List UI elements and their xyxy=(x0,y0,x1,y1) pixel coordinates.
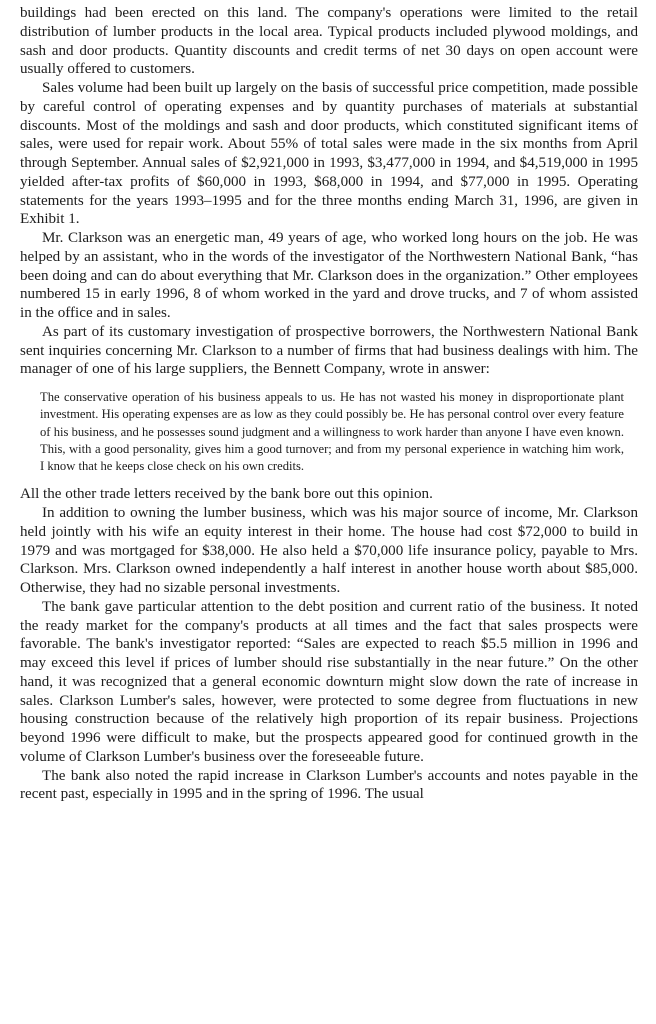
paragraph-debt-position: The bank gave particular attention to the debt position and current ratio of the business. It noted the ready market for the company's products at all times and the fact that sales prospects were favorable. The bank's investigator reported: “Sales are expected to reach $5.5 million in 1996 and may exceed this level if prices of lumber should rise substantially in the near future.” On the other hand, it was recognized that a general economic downturn might slow down the rate of increase in sales. Clarkson Lumber's sales, however, were protected to some degree from fluctuations in new housing construction because of the relatively high proportion of its repair business. Projections beyond 1996 were difficult to make, but the prospects appeared good for continued growth in the volume of Clarkson Lumber's business over the foreseeable future. xyxy=(20,598,638,765)
paragraph-personal-assets: In addition to owning the lumber business, which was his major source of income, Mr. Clarkson held jointly with his wife an equity interest in their home. The house had cost $72,000 to build in 1979 and was mortgaged for $38,000. He also held a $70,000 life insurance policy, payable to Mrs. Clarkson. Mrs. Clarkson owned independently a half interest in another house worth about $85,000. Otherwise, they had no sizable personal investments. xyxy=(20,505,638,597)
paragraph-clarkson-profile: Mr. Clarkson was an energetic man, 49 years of age, who worked long hours on the job. He was helped by an assistant, who in the words of the investigator of the Northwestern National Bank, “has been doing and can do about everything that Mr. Clarkson does in the organization.” Other employees numbered 15 in early 1996, 8 of whom worked in the yard and drove trucks, and 7 of whom assisted in the office and in sales. xyxy=(20,230,638,321)
paragraph-bank-inquiries: As part of its customary investigation of prospective borrowers, the Northwestern National Bank sent inquiries concerning Mr. Clarkson to a number of firms that had business dealings with him. The manager of one of his large suppliers, the Bennett Company, wrote in answer: xyxy=(20,323,638,378)
paragraph-sales-volume: Sales volume had been built up largely on the basis of successful price competition, made possible by careful control of operating expenses and by quantity purchases of materials at substantial discounts. Most of the moldings and sash and door products, which constituted significant items of sales, were used for repair work. About 55% of total sales were made in the six months from April through September. Annual sales of $2,921,000 in 1993, $3,477,000 in 1994, and $4,519,000 in 1995 yielded after-tax profits of $60,000 in 1993, $68,000 in 1994, and $77,000 in 1995. Operating statements for the years 1993–1995 and for the three months ending March 31, 1996, are given in Exhibit 1. xyxy=(20,80,638,228)
paragraph-operations: buildings had been erected on this land. The company's operations were limited to the retail distribution of lumber products in the local area. Typical products included plywood moldings, and sash and door products. Quantity discounts and credit terms of net 30 days on open account were usually offered to customers. xyxy=(20,5,638,78)
supplier-quote-text: The conservative operation of his business appeals to us. He has not wasted his money in disproportionate plant investment. His operating expenses are as low as they could possibly be. He has personal control over every feature of his business, and he possesses sound judgment and a willingness to work harder than anyone I have even known. This, with a good personality, gives him a good turnover; and from my personal experience in watching him work, I know that he keeps close check on his own credits. xyxy=(40,390,624,474)
paragraph-payables: The bank also noted the rapid increase in Clarkson Lumber's accounts and notes payable in the recent past, especially in 1995 and in the spring of 1996. The usual xyxy=(20,767,638,803)
document-page xyxy=(20,4,638,804)
supplier-quote xyxy=(40,389,624,475)
paragraph-trade-letters: All the other trade letters received by the bank bore out this opinion. xyxy=(20,486,433,503)
